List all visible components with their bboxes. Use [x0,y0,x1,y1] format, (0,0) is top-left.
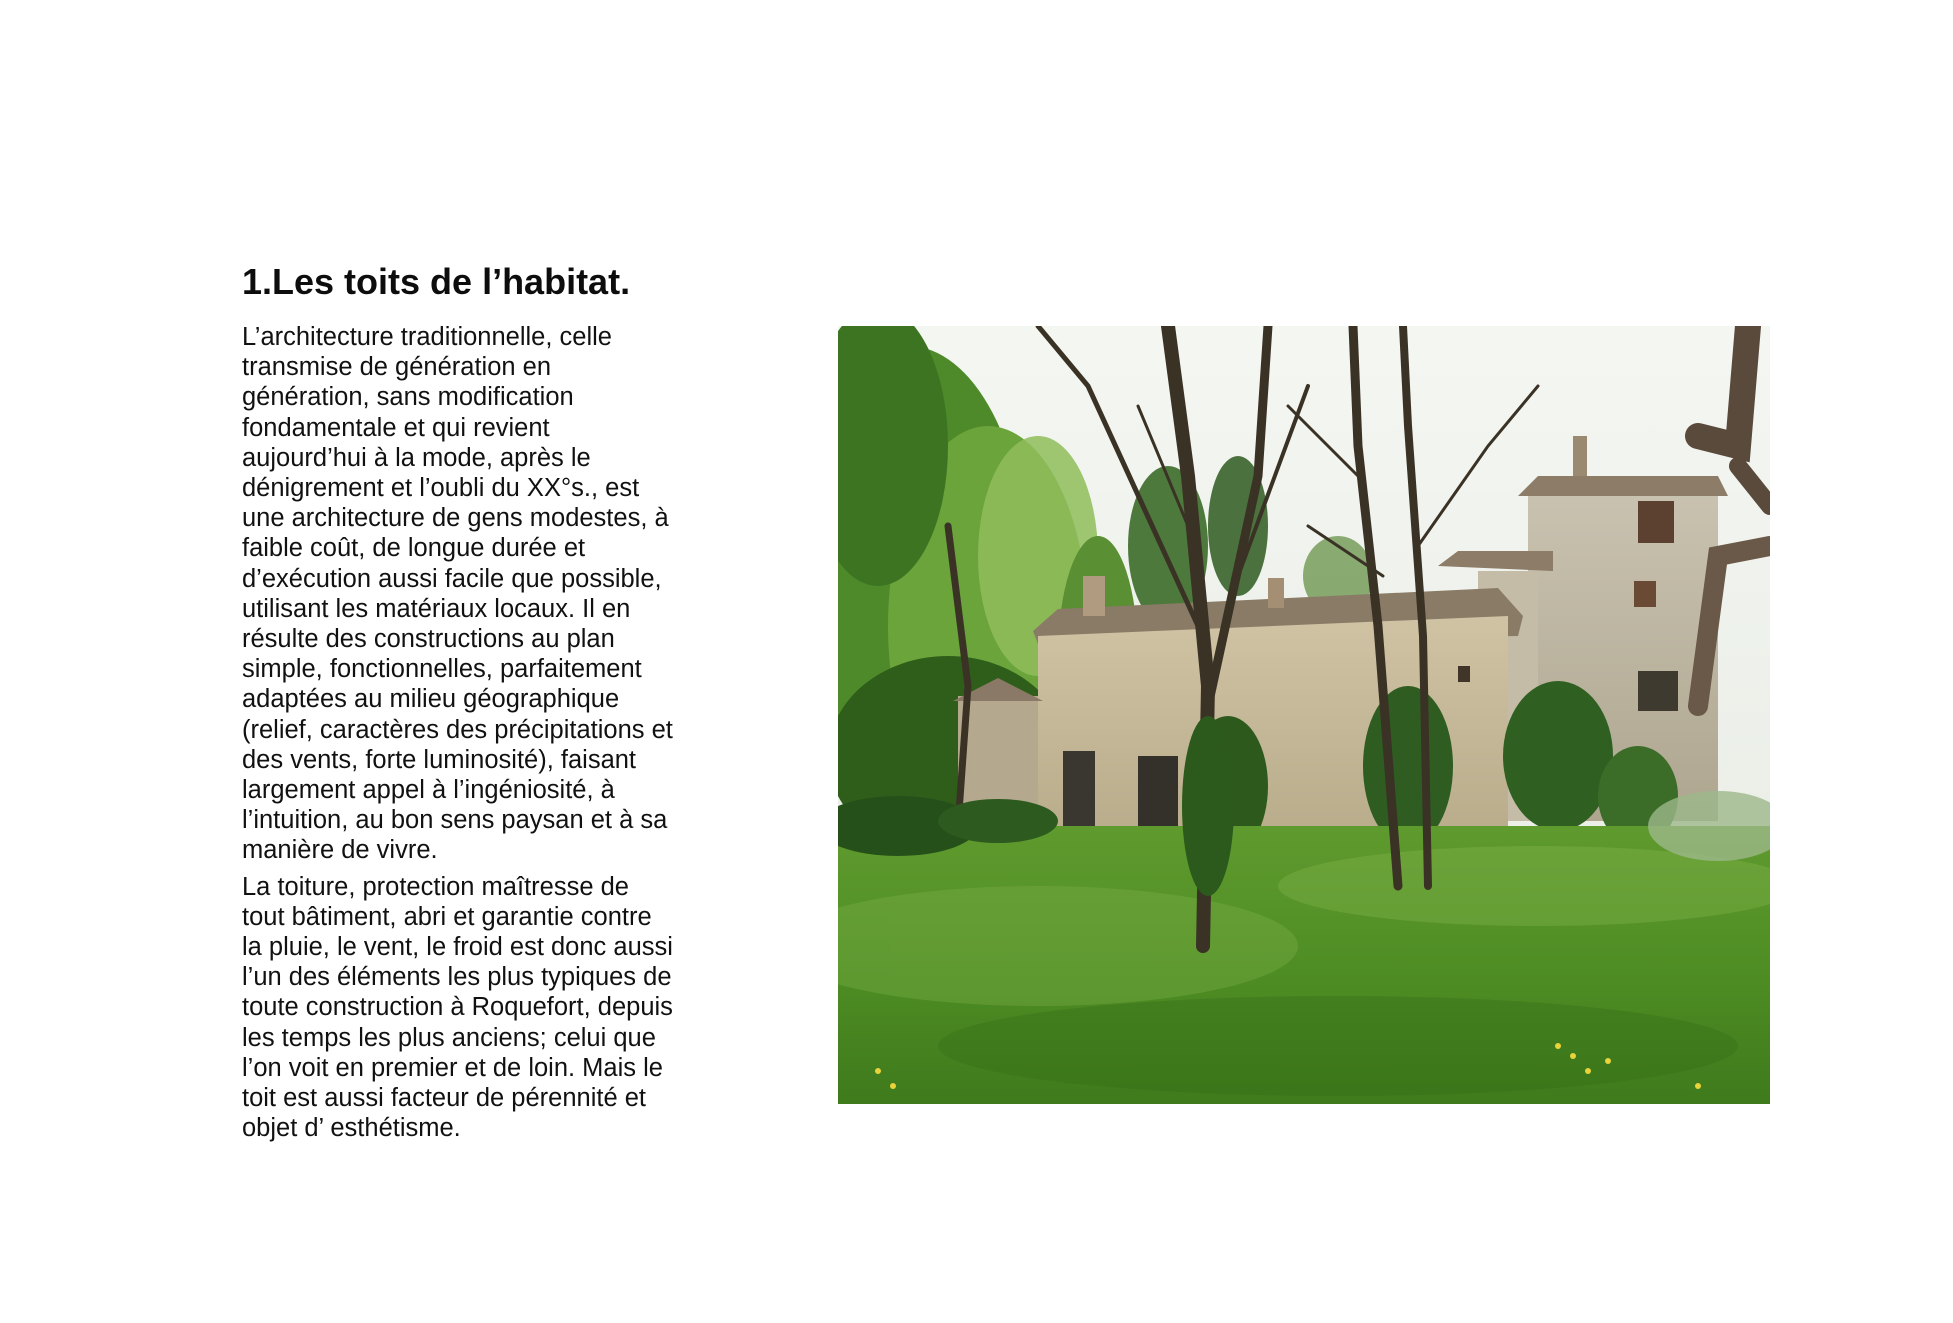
house-photo [838,326,1770,1104]
text-line: les temps les plus anciens; celui que [242,1023,656,1052]
text-line: aujourd’hui à la mode, après le [242,443,591,472]
text-line: l’on voit en premier et de loin. Mais le [242,1053,663,1082]
paragraph-1 [242,322,772,866]
text-line: simple, fonctionnelles, parfaitement [242,655,642,684]
text-line: tout bâtiment, abri et garantie contre [242,902,652,931]
body-text [242,322,772,1149]
text-line: (relief, caractères des précipitations et [242,715,673,744]
text-line: L’architecture traditionnelle, celle [242,323,612,351]
section-title: 1.Les toits de l’habitat. [242,261,631,302]
text-line: faible coût, de longue durée et [242,534,586,563]
text-line: fondamentale et qui revient [242,413,550,442]
text-line: la pluie, le vent, le froid est donc aussi [242,933,673,962]
text-line: manière de vivre. [242,836,438,865]
text-line: d’exécution aussi facile que possible, [242,564,662,593]
paragraph-2 [242,872,772,1144]
text-line: transmise de génération en [242,353,552,382]
photo-illustration [838,326,1770,1104]
text-line: largement appel à l’ingéniosité, à [242,776,615,805]
stone-house [1033,576,1523,846]
text-line: une architecture de gens modestes, à [242,504,669,533]
text-line: dénigrement et l’oubli du XX°s., est [242,474,640,503]
text-line: La toiture, protection maîtresse de [242,872,629,901]
text-line: l’intuition, au bon sens paysan et à sa [242,806,668,835]
tree-ivy [1182,716,1234,896]
text-line: l’un des éléments les plus typiques de [242,963,672,992]
text-line: génération, sans modification [242,383,574,412]
text-line: utilisant les matériaux locaux. Il en [242,594,631,623]
text-line: résulte des constructions au plan [242,625,615,654]
text-line: adaptées au milieu géographique [242,685,620,714]
text-line: toit est aussi facteur de pérennité et [242,1084,646,1113]
text-line: objet d’ esthétisme. [242,1114,461,1143]
text-line: des vents, forte luminosité), faisant [242,745,637,774]
text-line: toute construction à Roquefort, depuis [242,993,673,1022]
